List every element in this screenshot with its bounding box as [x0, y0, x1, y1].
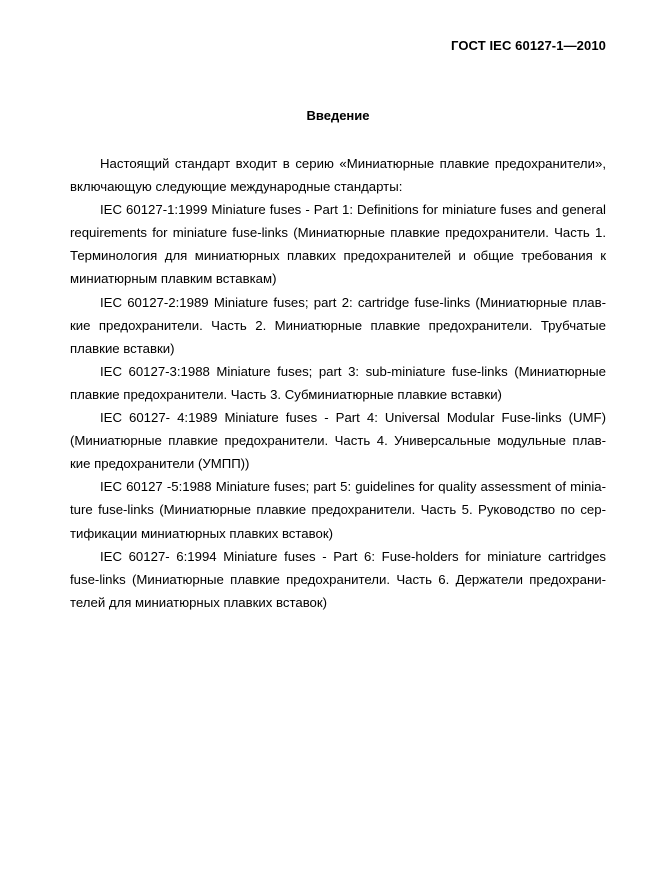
text-line: Настоящий стандарт входит в серию «Миниатюрные плавкие предохранители»,	[100, 156, 606, 171]
text-line: IEC 60127-3:1988 Miniature fuses; part 3: sub-miniature fuse-links (Миниатюрные	[100, 363, 606, 379]
text-line: включающую следующие международные стандарты:	[70, 179, 403, 195]
paragraph-iec-60127-5	[70, 475, 606, 544]
text-line: IEC 60127-2:1989 Miniature fuses; part 2: cartridge fuse-links (Миниатюрные плав-	[100, 294, 606, 310]
section-title: Введение	[306, 108, 370, 123]
paragraph-intro	[70, 152, 606, 198]
text-line: (Миниатюрные плавкие предохранители. Часть 4. Универсальные модульные плав-	[70, 433, 606, 449]
text-line: IEC 60127-1:1999 Miniature fuses - Part 1: Definitions for miniature fuses and general	[100, 202, 606, 218]
text-line: fuse-links (Миниатюрные плавкие предохранители. Часть 6. Держатели предохрани-	[70, 571, 606, 587]
text-line: IEC 60127- 4:1989 Miniature fuses - Part 4: Universal Modular Fuse-links (UMF)	[100, 410, 606, 426]
text-line: кие предохранители (УМПП))	[70, 456, 250, 472]
paragraph-iec-60127-2	[70, 291, 606, 360]
text-line: тификации миниатюрных плавких вставок)	[70, 525, 333, 541]
text-line: requirements for miniature fuse-links (Миниатюрные плавкие предохранители. Часть 1.	[70, 225, 606, 241]
text-line: Терминология для миниатюрных плавких предохранителей и общие требования к	[70, 248, 606, 264]
paragraph-iec-60127-6	[70, 545, 606, 614]
text-line: миниатюрным плавким вставкам)	[70, 271, 277, 287]
text-line: плавкие вставки)	[70, 340, 175, 356]
paragraph-iec-60127-4	[70, 406, 606, 475]
text-line: IEC 60127- 6:1994 Miniature fuses - Part 6: Fuse-holders for miniature cartridges	[100, 548, 606, 564]
paragraph-iec-60127-3	[70, 360, 606, 406]
text-line: ture fuse-links (Миниатюрные плавкие предохранители. Часть 5. Руководство по сер-	[70, 502, 606, 518]
text-line: IEC 60127 -5:1988 Miniature fuses; part 5: guidelines for quality assessment of minia-	[100, 479, 606, 495]
text-line: телей для миниатюрных плавких вставок)	[70, 594, 328, 610]
document-header: ГОСТ IEC 60127-1—2010	[451, 38, 606, 53]
text-line: плавкие предохранители. Часть 3. Субминиатюрные плавкие вставки)	[70, 386, 502, 402]
paragraph-iec-60127-1	[70, 198, 606, 290]
text-line: кие предохранители. Часть 2. Миниатюрные плавкие предохранители. Трубчатые	[70, 317, 606, 333]
document-body	[70, 152, 606, 614]
